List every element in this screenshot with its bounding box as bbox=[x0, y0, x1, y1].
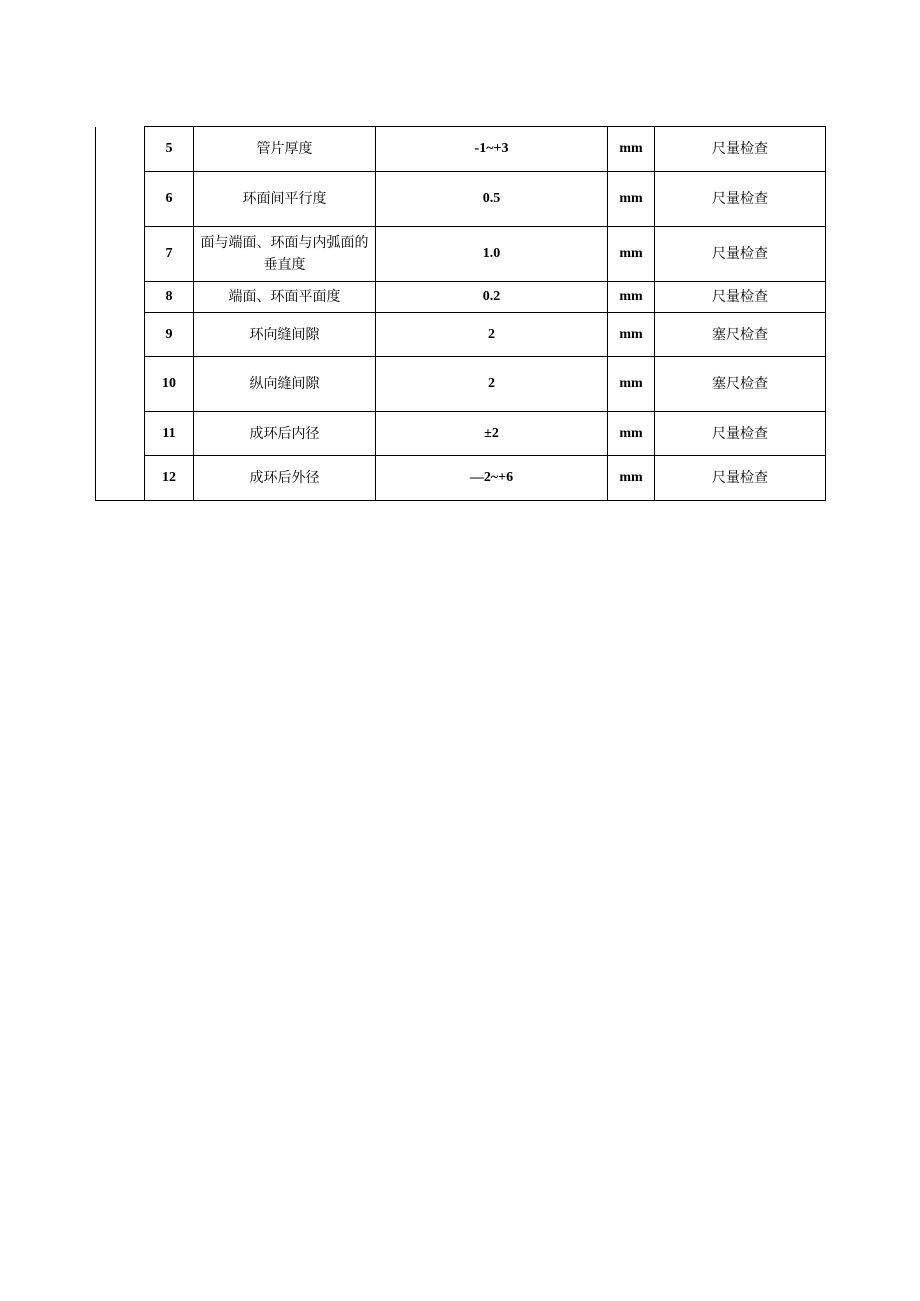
tolerance-value: 0.5 bbox=[376, 172, 608, 227]
item-name: 端面、环面平面度 bbox=[194, 282, 376, 313]
tolerance-value: —2~+6 bbox=[376, 456, 608, 501]
item-name: 成环后外径 bbox=[194, 456, 376, 501]
table-body bbox=[96, 127, 826, 501]
item-name: 环面间平行度 bbox=[194, 172, 376, 227]
table-row bbox=[96, 313, 826, 357]
tolerance-value: 2 bbox=[376, 313, 608, 357]
row-number: 5 bbox=[145, 127, 194, 172]
table-row bbox=[96, 357, 826, 412]
row-number: 11 bbox=[145, 412, 194, 456]
table-row bbox=[96, 172, 826, 227]
unit: mm bbox=[608, 172, 655, 227]
inspection-method: 尺量检查 bbox=[655, 227, 826, 282]
unit: mm bbox=[608, 127, 655, 172]
item-name: 环向缝间隙 bbox=[194, 313, 376, 357]
unit: mm bbox=[608, 357, 655, 412]
inspection-table bbox=[95, 126, 826, 501]
unit: mm bbox=[608, 282, 655, 313]
inspection-method: 尺量检查 bbox=[655, 412, 826, 456]
tolerance-value: 1.0 bbox=[376, 227, 608, 282]
row-number: 12 bbox=[145, 456, 194, 501]
tolerance-value: 0.2 bbox=[376, 282, 608, 313]
inspection-method: 尺量检查 bbox=[655, 456, 826, 501]
inspection-method: 尺量检查 bbox=[655, 282, 826, 313]
row-number: 9 bbox=[145, 313, 194, 357]
inspection-method: 尺量检查 bbox=[655, 172, 826, 227]
table-row bbox=[96, 227, 826, 282]
row-number: 10 bbox=[145, 357, 194, 412]
item-name: 成环后内径 bbox=[194, 412, 376, 456]
unit: mm bbox=[608, 456, 655, 501]
unit: mm bbox=[608, 227, 655, 282]
row-number: 7 bbox=[145, 227, 194, 282]
table-row bbox=[96, 412, 826, 456]
inspection-method: 尺量检查 bbox=[655, 127, 826, 172]
item-name: 管片厚度 bbox=[194, 127, 376, 172]
tolerance-value: -1~+3 bbox=[376, 127, 608, 172]
table-row bbox=[96, 456, 826, 501]
table-row bbox=[96, 127, 826, 172]
unit: mm bbox=[608, 412, 655, 456]
item-name: 纵向缝间隙 bbox=[194, 357, 376, 412]
inspection-method: 塞尺检查 bbox=[655, 313, 826, 357]
category-cell bbox=[96, 127, 145, 501]
item-name: 面与端面、环面与内弧面的垂直度 bbox=[194, 227, 376, 282]
tolerance-value: ±2 bbox=[376, 412, 608, 456]
unit: mm bbox=[608, 313, 655, 357]
row-number: 8 bbox=[145, 282, 194, 313]
tolerance-value: 2 bbox=[376, 357, 608, 412]
table-row bbox=[96, 282, 826, 313]
row-number: 6 bbox=[145, 172, 194, 227]
inspection-method: 塞尺检查 bbox=[655, 357, 826, 412]
